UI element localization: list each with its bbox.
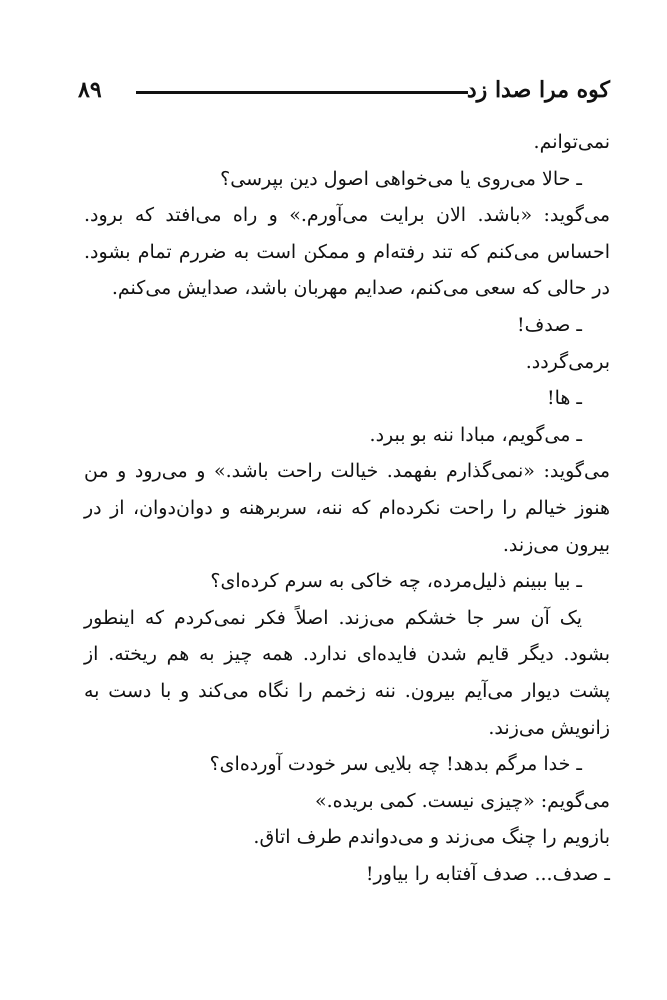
paragraph: بازویم را چنگ می‌زند و می‌دواندم طرف اتاق.: [253, 826, 610, 849]
header-rule: [136, 91, 468, 94]
paragraph: ـ خدا مرگم بدهد! چه بلایی سر خودت آورده‌ای؟: [209, 753, 582, 776]
running-title: کوه مرا صدا زد: [466, 77, 610, 103]
paragraph: ـ صدف... صدف آفتابه را بیاور!: [365, 862, 610, 885]
paragraph: ـ حالا می‌روی یا می‌خواهی اصول دین بپرسی؟: [220, 167, 582, 190]
paragraph: نمی‌توانم.: [533, 131, 610, 153]
paragraph: یک آن سر جا خشکم می‌زند. اصلاً فکر نمی‌کردم که اینطور بشود. دیگر قایم شدن فایده‌ای ندارد. همه چیز به هم ریخته. از پشت دیوار می‌آیم بیرون. ننه زخمم را نگاه می‌کند و با دست به زانویش می‌زند.: [84, 606, 610, 739]
paragraph: ـ بیا ببینم ذلیل‌مرده، چه خاکی به سرم کرده‌ای؟: [210, 570, 582, 593]
paragraph: ـ صدف!: [516, 313, 582, 336]
page-header: [78, 72, 610, 108]
paragraph: می‌گوید: «نمی‌گذارم بفهمد. خیالت راحت باشد.» و می‌رود و من هنوز خیالم را راحت نکرده‌ام که ننه، سربرهنه و دوان‌دوان، از در بیرون می‌زند.: [84, 460, 610, 556]
paragraph: برمی‌گردد.: [525, 350, 610, 373]
paragraph: می‌گوید: «باشد. الان برایت می‌آورم.» و راه می‌افتد که برود. احساس می‌کنم که تند رفته‌ام و ممکن است به ضررم تمام بشود. در حالی که سعی می‌کنم، صدایم مهربان باشد، صدایش می‌کنم.: [84, 204, 610, 300]
paragraph: می‌گویم: «چیزی نیست. کمی بریده.»: [314, 789, 610, 812]
body-text: [84, 124, 610, 892]
paragraph: ـ می‌گویم، مبادا ننه بو ببرد.: [369, 423, 582, 446]
page-number: ۸۹: [78, 77, 102, 103]
paragraph: ـ ها!: [546, 387, 582, 410]
